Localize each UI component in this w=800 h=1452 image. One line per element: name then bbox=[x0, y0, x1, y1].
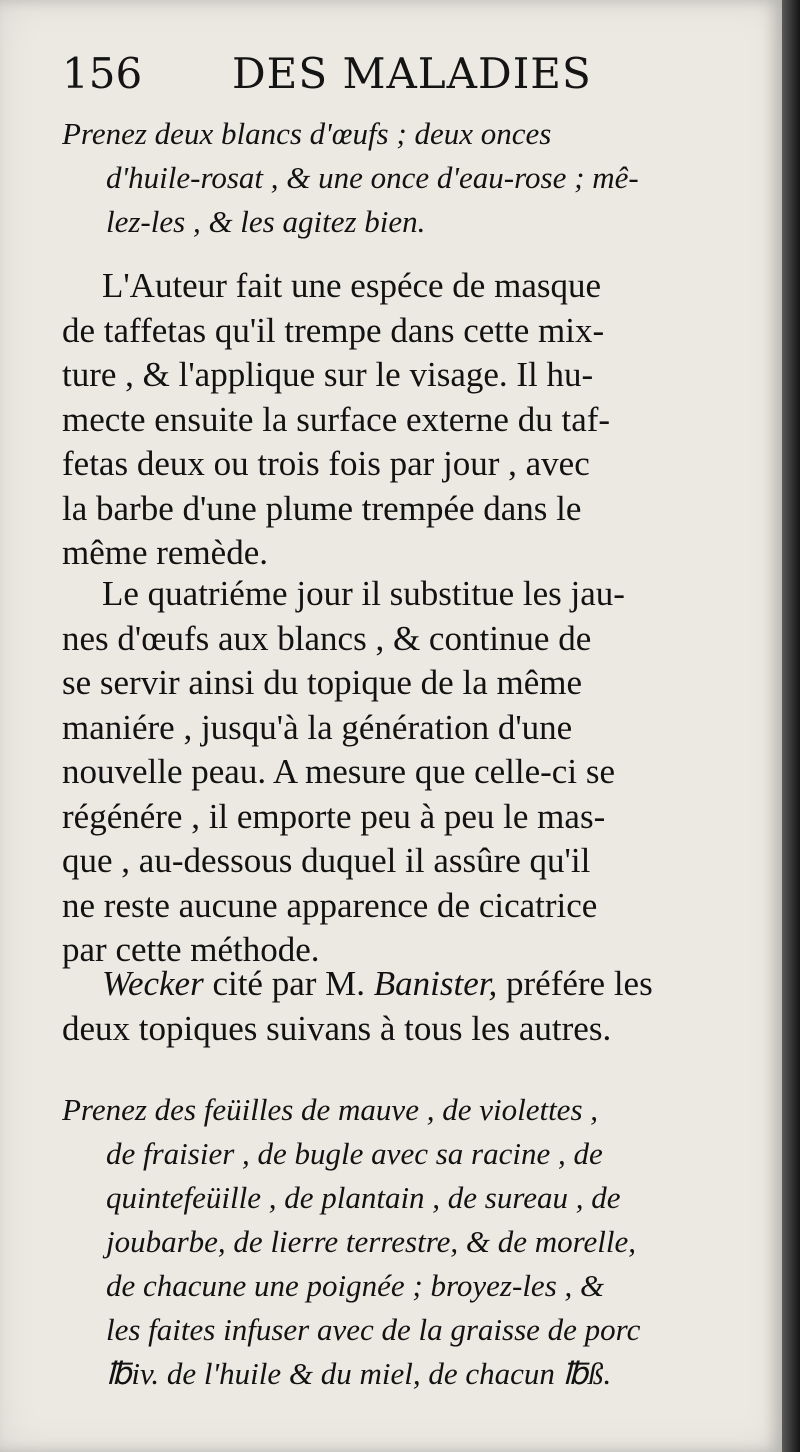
recipe-2-line: ℔iv. de l'huile & du miel, de chacun ℔ß. bbox=[106, 1356, 612, 1391]
paragraph-line: fetas deux ou trois fois par jour , avec bbox=[62, 444, 590, 483]
paragraph-line: maniére , jusqu'à la génération d'une bbox=[62, 707, 573, 747]
paragraph-line: nes d'œufs aux blancs , & continue de bbox=[62, 618, 592, 658]
paragraph-line: mecte ensuite la surface externe du taf- bbox=[62, 399, 611, 439]
paragraph-line: Le quatriéme jour il substitue les jau- bbox=[102, 574, 625, 613]
author-name: Wecker bbox=[102, 964, 204, 1003]
paragraph-line: nouvelle peau. A mesure que celle-ci se bbox=[62, 752, 615, 791]
recipe-2-line: quintefeüille , de plantain , de sureau , de bbox=[106, 1180, 621, 1215]
paragraph-line: se servir ainsi du topique de la même bbox=[62, 663, 582, 702]
paragraph-3 bbox=[62, 962, 742, 1051]
recipe-1 bbox=[62, 112, 742, 244]
paragraph-line: que , au-dessous duquel il assûre qu'il bbox=[62, 841, 591, 880]
cited-name: Banister, bbox=[373, 964, 498, 1003]
recipe-2 bbox=[62, 1088, 742, 1396]
recipe-2-line: Prenez des feüilles de mauve , de violettes , bbox=[62, 1092, 599, 1127]
paragraph-line: même remède. bbox=[62, 533, 269, 572]
paragraph-1 bbox=[62, 264, 742, 576]
paragraph-line: L'Auteur fait une espéce de masque bbox=[102, 266, 602, 305]
paragraph-line: deux topiques suivans à tous les autres. bbox=[62, 1008, 612, 1048]
paragraph-text: cité par M. bbox=[203, 964, 374, 1003]
paragraph-line: de taffetas qu'il trempe dans cette mix- bbox=[62, 310, 605, 350]
page-number: 156 bbox=[62, 49, 143, 98]
paragraph-line bbox=[62, 962, 742, 1007]
paragraph-line: par cette méthode. bbox=[62, 930, 320, 969]
paragraph-line: ture , & l'applique sur le visage. Il hu- bbox=[62, 355, 594, 394]
paragraph-line: ne reste aucune apparence de cicatrice bbox=[62, 885, 598, 925]
recipe-1-line: Prenez deux blancs d'œufs ; deux onces bbox=[62, 116, 552, 151]
running-title: DES MALADIES bbox=[232, 49, 592, 98]
recipe-2-line: les faites infuser avec de la graisse de porc bbox=[106, 1312, 641, 1347]
paragraph-line: la barbe d'une plume trempée dans le bbox=[62, 488, 582, 528]
recipe-1-line: d'huile-rosat , & une once d'eau-rose ; mê- bbox=[106, 160, 639, 195]
recipe-2-line: de chacune une poignée ; broyez-les , & bbox=[106, 1268, 605, 1303]
recipe-2-line: joubarbe, de lierre terrestre, & de morelle, bbox=[106, 1224, 637, 1259]
paragraph-2 bbox=[62, 572, 742, 973]
recipe-2-line: de fraisier , de bugle avec sa racine , de bbox=[106, 1136, 603, 1171]
page-header bbox=[62, 44, 762, 104]
paragraph-line: régénére , il emporte peu à peu le mas- bbox=[62, 796, 606, 836]
page-edge-shadow bbox=[782, 0, 800, 1452]
recipe-1-line: lez-les , & les agitez bien. bbox=[106, 204, 426, 239]
paragraph-text: préfére les bbox=[497, 964, 653, 1003]
